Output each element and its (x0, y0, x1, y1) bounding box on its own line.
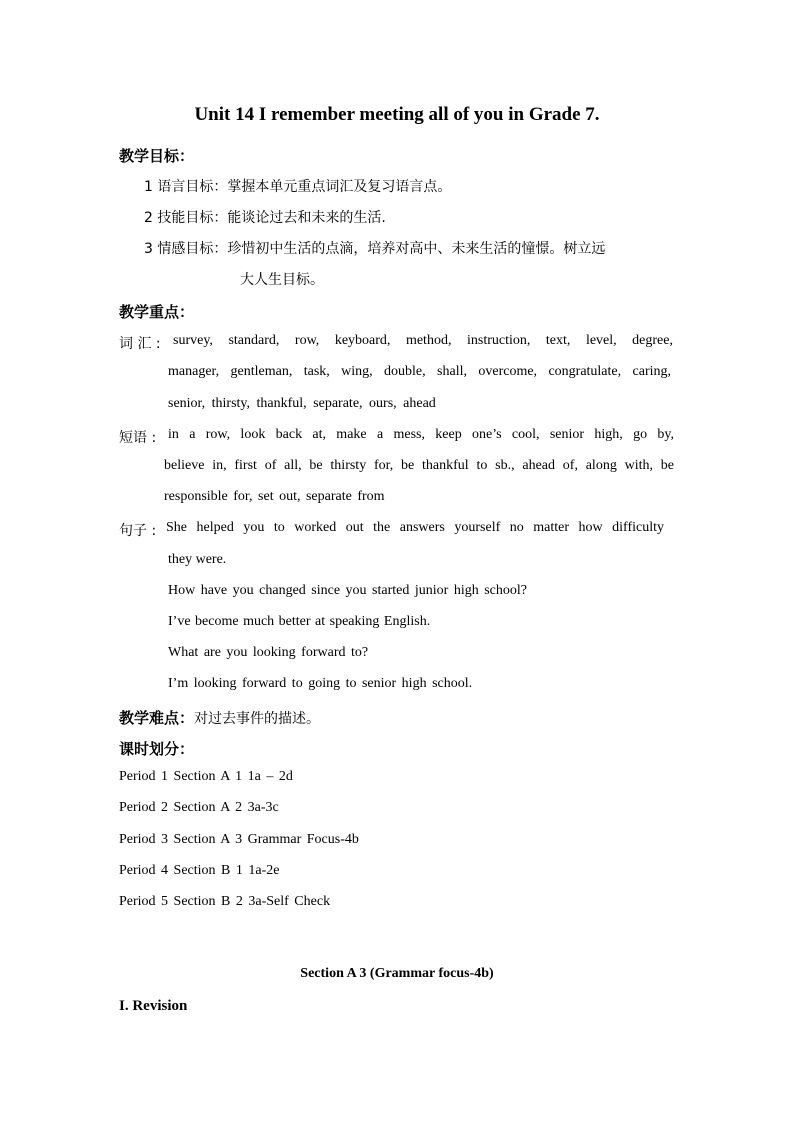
sentence-line-4: I’ve become much better at speaking English. (168, 614, 431, 629)
vocab-line-2: manager, gentleman, task, wing, double, shall, overcome, congratulate, caring, (168, 364, 671, 379)
phrase-line-1: in a row, look back at, make a mess, keep one’s cool, senior high, go by, (168, 427, 674, 442)
sentence-line-6: I’m looking forward to going to senior high school. (168, 676, 473, 691)
objective-item-3: 3 情感目标：珍惜初中生活的点滴，培养对高中、未来生活的憧憬。树立远 (144, 241, 606, 257)
sentence-line-5: What are you looking forward to? (168, 645, 369, 660)
sentence-line-1: She helped you to worked out the answers yourself no matter how difficulty (166, 520, 664, 535)
objective-item-3-continued: 大人生目标。 (240, 272, 324, 288)
difficulty-heading: 教学难点： (119, 711, 195, 727)
sentence-line-2: they were. (168, 552, 227, 567)
vocab-line-1: survey, standard, row, keyboard, method, instruction, text, level, degree, (173, 333, 673, 348)
vocab-line-3: senior, thirsty, thankful, separate, ours, ahead (168, 396, 436, 411)
phrase-label: 短语 : (119, 430, 157, 446)
vocab-label: 词 汇 : (119, 336, 161, 352)
objectives-heading: 教学目标： (119, 149, 195, 165)
periods-heading: 课时划分： (119, 742, 195, 758)
document-title: Unit 14 I remember meeting all of you in Grade 7. (194, 104, 600, 125)
phrase-line-3: responsible for, set out, separate from (164, 489, 385, 504)
period-item-4: Period 4 Section B 1 1a-2e (119, 863, 280, 878)
period-item-3: Period 3 Section A 3 Grammar Focus-4b (119, 832, 359, 847)
revision-heading: I. Revision (119, 998, 188, 1014)
period-item-1: Period 1 Section A 1 1a – 2d (119, 769, 293, 784)
period-item-5: Period 5 Section B 2 3a-Self Check (119, 894, 331, 909)
phrase-line-2: believe in, first of all, be thirsty for, be thankful to sb., ahead of, along with, be (164, 458, 674, 473)
period-item-2: Period 2 Section A 2 3a-3c (119, 800, 279, 815)
difficulty-row (119, 707, 320, 728)
key-points-heading: 教学重点： (119, 305, 195, 321)
objective-item-1: 1 语言目标：掌握本单元重点词汇及复习语言点。 (144, 179, 452, 195)
difficulty-text: 对过去事件的描述。 (194, 711, 321, 727)
sentence-line-3: How have you changed since you started junior high school? (168, 583, 527, 598)
section-title: Section A 3 (Grammar focus-4b) (300, 966, 494, 981)
sentence-label: 句子 : (119, 523, 157, 539)
objective-item-2: 2 技能目标：能谈论过去和未来的生活. (144, 210, 386, 226)
